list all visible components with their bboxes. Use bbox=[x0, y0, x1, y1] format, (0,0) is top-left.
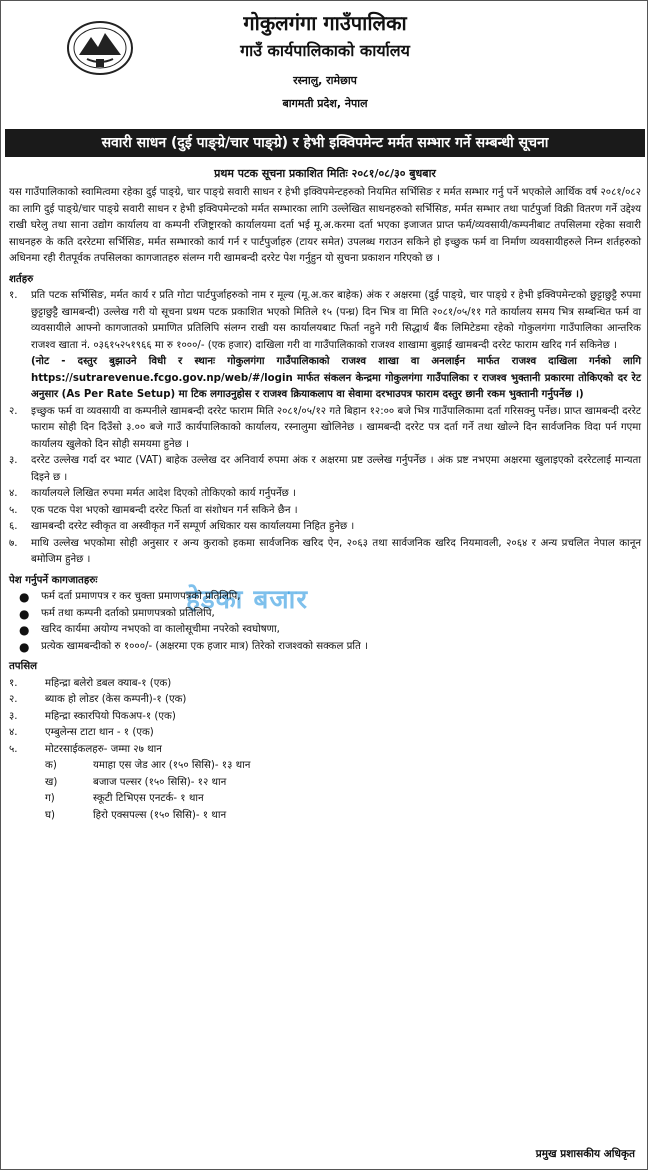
publish-date: प्रथम पटक सूचना प्रकाशित मितिः २०८१/०८/३० बुधबार bbox=[214, 167, 436, 180]
signature-title: प्रमुख प्रशासकीय अधिकृत bbox=[535, 1148, 635, 1160]
schedule-heading: तपसिल bbox=[9, 661, 38, 672]
watermark-logo: हेडका बजार bbox=[186, 585, 308, 615]
condition-item bbox=[9, 536, 641, 569]
payment-note: (नोट - दस्तुर बुझाउने विधी र स्थानः गोकुलगंगा गाउँपालिकाको राजश्व शाखा वा अनलाईन मार्फत राजश्व दाखिला गर्नको लागि https://sutrarevenue.fcgo.gov.np/web/#/login मार्फत संकलन केन्द्रमा गोकुलगंगा गाउँपालिका र राजश्व भुक्तानी प्रकारमा तोकिएको दर रेट अनुसार (As Per Rate Setup) मा टिक लगाउनुहोस र राजश्व क्रियाकलाप वा सेवामा दरभाउपत्र फाराम दस्तुर छानी रकम भुक्तानी गर्नुपर्नेछ ।) bbox=[31, 356, 641, 400]
condition-number: ६. bbox=[9, 521, 18, 532]
condition-text: खामबन्दी दररेट स्वीकृत वा अस्वीकृत गर्ने सम्पूर्ण अधिकार यस कार्यालयमा निहित हुनेछ । bbox=[31, 521, 355, 532]
document-item: ● प्रत्येक खामबन्दीको रु १०००/- (अक्षरमा एक हजार मात्र) तिरेको राजश्वको सक्कल प्रति । bbox=[19, 639, 368, 654]
bullet-icon: ● bbox=[19, 606, 30, 621]
condition-number: २. bbox=[9, 405, 18, 417]
schedule-item: २. ब्याक हो लोडर (केस कम्पनी)-१ (एक) bbox=[9, 694, 187, 705]
documents-heading: पेश गर्नुपर्ने कागजातहरुः bbox=[9, 574, 98, 586]
office-subtitle: गाउँ कार्यपालिकाको कार्यालय bbox=[240, 41, 410, 60]
office-address: रस्नालु, रामेछाप bbox=[293, 74, 357, 87]
motorcycle-item: क) यमाहा एस जेड आर (१५० सिसि)- १३ थान bbox=[45, 760, 251, 771]
condition-item bbox=[9, 486, 641, 503]
schedule-item: ३. महिन्द्रा स्कारपियो पिकअप-१ (एक) bbox=[9, 710, 176, 722]
condition-text: इच्छुक फर्म वा व्यवसायी वा कम्पनीले खामबन्दी दररेट फाराम मिति २०८१/०५/१२ गते बिहान १२:०० बजे भित्र गाउँपालिकामा दर्ता गरिसक्नु पर्नेछ। प्राप्त खामबन्दी दररेट फाराम सोही दिन दिउँसो ३.०० बजे गाउँ कार्यपालिकाको कार्यालय, रस्नालुमा खोलिनेछ । खामबन्दी दररेट पत्र दर्ता गर्ने तथा खोल्ने दिन सार्वजनिक विदा पर्न गएमा कार्यालय खुलेको दिन सोही समयमा हुनेछ । bbox=[31, 405, 641, 450]
condition-item bbox=[9, 288, 641, 354]
notice-body bbox=[9, 185, 641, 824]
notice-title-banner: सवारी साधन (दुई पाङ्ग्रे/चार पाङ्ग्रे) र हेभी इक्विपमेन्ट मर्मत सम्भार गर्ने सम्बन्धी सूचना bbox=[5, 129, 645, 157]
bullet-icon: ● bbox=[19, 623, 30, 637]
office-name: गोकुलगंगा गाउँपालिका bbox=[243, 11, 407, 35]
condition-number: ५. bbox=[9, 504, 18, 516]
intro-paragraph: यस गाउँपालिकाको स्वामित्वमा रहेका दुई पाङ्ग्रे, चार पाङ्ग्रे सवारी साधन र हेभी इक्विपमेन्टहरुको नियमित सर्भिसिङ र मर्मत सम्भार गर्नु पर्ने भएकोले आर्थिक वर्ष २०८१/०८२ का लागि दुई पाङ्ग्रे/चार पाङ्ग्रे सवारी साधन र हेभी इक्विपमेन्टको मर्मत सम्भारका लागि उल्लेखित साधनहरुको सर्भिसिङ, मर्मत सम्भार तथा पार्टपुर्जा विक्री वितरण गर्ने उद्देश्य राखी घरेलु तथा साना उद्योग कार्यालय वा कम्पनी रजिष्ट्रारको कार्यालयमा दर्ता भई मू.अ.करमा दर्ता भएका इजाजत प्राप्त फर्म/व्यवसायी/कम्पनीबाट तपसिलमा रहेका सवारी साधनहरु के कति दररेटमा सर्भिसिङ, मर्मत सम्भारको कार्य गर्न र पार्टपुर्जाहरु (टायर समेत) उपलब्ध गराउन सकिने हो इच्छुक फर्म वा निर्माण व्यवसायीहरुले निम्न शर्तहरुको अधिनमा रही रीतपूर्वक तपसिलका कागजातहरु संलग्न गरी खामबन्दी दररेट पेश गर्नुहुन यो सुचना प्रकाशन गरिएको छ । bbox=[9, 187, 641, 264]
condition-number: ३. bbox=[9, 455, 18, 466]
condition-item bbox=[9, 404, 641, 454]
conditions-heading: शर्तहरु bbox=[9, 273, 34, 285]
document-item: ● फर्म तथा कम्पनी दर्ताको प्रमाणपत्रको प्रतिलिपि, bbox=[19, 606, 215, 621]
condition-number: ७. bbox=[9, 537, 18, 549]
bullet-icon: ● bbox=[19, 639, 30, 654]
condition-text: एक पटक पेश भएको खामबन्दी दररेट फिर्ता वा संशोधन गर्न सकिने छैन । bbox=[31, 504, 298, 516]
schedule-item: ५. मोटरसाईकलहरु- जम्मा २७ थान bbox=[9, 743, 162, 755]
condition-text: माथि उल्लेख भएकोमा सोही अनुसार र अन्य कुराको हकमा सार्वजनिक खरिद ऐन, २०६३ तथा सार्वजनिक खरिद नियमावली, २०६४ र अन्य प्रचलित नेपाल कानून बमोजिम हुनेछ । bbox=[31, 537, 641, 565]
condition-number: १. bbox=[9, 290, 18, 301]
condition-text: प्रति पटक सर्भिसिङ, मर्मत कार्य र प्रति गोटा पार्टपुर्जाहरुको नाम र मूल्य (मू.अ.कर बाहेक) अंक र अक्षरमा (दुई पाङ्ग्रे, चार पाङ्ग्रे र हेभी इक्विपमेन्टको छुट्टाछुट्टै रुपमा छुट्टाछुट्टै खामबन्दी) उल्लेख गरी यो सूचना प्रथम पटक प्रकाशित भएको मितिले १५ (पन्ध्र) दिन भित्र वा मिति २०८१/०५/११ गते कार्यालय समय भित्र सम्बन्धित फर्म वा व्यवसायीले आफ्नो कागजातको प्रमाणित प्रतिलिपि संलग्न राखी यस कार्यालयबाट फिर्ता नहुने गरी सिद्धार्थ बैंक लिमिटेडमा रहेको गोकुलगंगा गाउँपालिका आन्तरिक राजश्व खाता नं. ०३६१५२५१९६६ मा रु १०००/- (एक हजार) दाखिला गरी वा गाउँपालिकाको राजश्व शाखामा बुझाई खामबन्दी दररेट फाराम खरिद गर्न सकिनेछ । bbox=[31, 290, 641, 351]
office-province: बागमती प्रदेश, नेपाल bbox=[282, 97, 368, 110]
motorcycle-item: ग) स्कूटी टिभिएस एनटर्क- १ थान bbox=[45, 793, 204, 804]
document-item: ● खरिद कार्यमा अयोग्य नभएको वा कालोसूचीमा नपरेको स्वघोषणा, bbox=[19, 623, 280, 637]
condition-item bbox=[9, 519, 641, 536]
schedule-item: ४. एम्बुलेन्स टाटा थान - १ (एक) bbox=[9, 727, 154, 738]
document-item: ● फर्म दर्ता प्रमाणपत्र र कर चुक्ता प्रमाणपत्रको प्रतिलिपि, bbox=[19, 590, 241, 604]
condition-number: ४. bbox=[9, 488, 18, 499]
motorcycle-item: ख) बजाज पल्सर (१५० सिसि)- १२ थान bbox=[45, 776, 227, 788]
schedule-item: १. महिन्द्रा बलेरो डबल क्याब-१ (एक) bbox=[9, 677, 172, 689]
condition-text: दररेट उल्लेख गर्दा दर भ्याट (VAT) बाहेक उल्लेख दर अनिवार्य रुपमा अंक र अक्षरमा प्रष्ट उल्लेख गर्नुपर्नेछ । अंक प्रष्ट नभएमा अक्षरमा खुलाइएको दररेटलाई मान्यता दिइने छ । bbox=[31, 455, 641, 483]
condition-text: कार्यालयले लिखित रुपमा मर्मत आदेश दिएको तोकिएको कार्य गर्नुपर्नेछ । bbox=[31, 488, 296, 499]
condition-item bbox=[9, 453, 641, 486]
bullet-icon: ● bbox=[19, 590, 30, 604]
condition-item bbox=[9, 503, 641, 520]
letterhead bbox=[1, 1, 648, 121]
motorcycle-item: घ) हिरो एक्सपल्स (१५० सिसि)- १ थान bbox=[45, 809, 227, 821]
